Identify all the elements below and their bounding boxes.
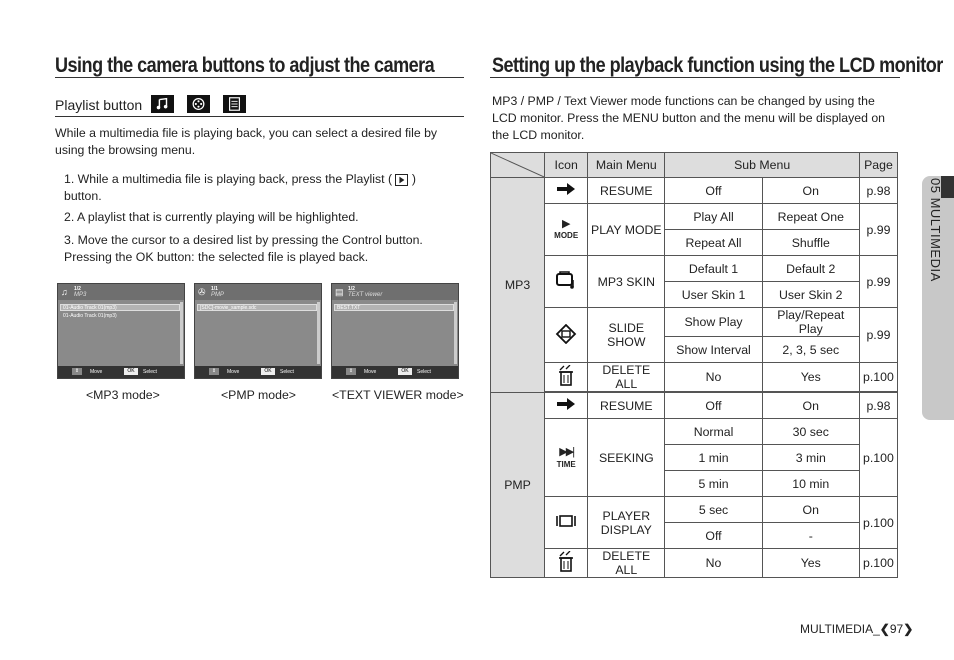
move-label: Move [364, 369, 377, 375]
screen-mode: PMP [211, 292, 225, 298]
sub-option: 10 min [762, 471, 859, 497]
play-mode-icon: ▶ MODE [545, 204, 588, 256]
arrow-right-icon [545, 178, 588, 204]
sub-option: Repeat All [665, 230, 762, 256]
playlist-row-label: 01-Audio Track 01(mp3) [63, 313, 117, 319]
sub-option: No [665, 363, 762, 392]
menu-resume: RESUME [588, 393, 665, 419]
table-row [491, 549, 898, 578]
table-row [491, 308, 898, 337]
header-sub-menu: Sub Menu [665, 153, 859, 178]
right-heading: Setting up the playback function using the LCD monitor [492, 54, 943, 77]
sub-option: User Skin 1 [665, 282, 762, 308]
playlist-row-label: BEST.TXT [337, 305, 361, 311]
page-ref: p.100 [859, 497, 897, 549]
screen-count: 1/1 [211, 286, 218, 292]
pmp-caption: <PMP mode> [221, 388, 296, 402]
sub-option: 2, 3, 5 sec [762, 337, 859, 363]
playlist-subheading: Playlist button [55, 97, 143, 113]
header-page: Page [859, 153, 897, 178]
scrollbar[interactable] [454, 302, 457, 364]
page-ref: p.98 [859, 393, 897, 419]
page-ref: p.98 [859, 178, 897, 204]
page-number: 97 [889, 622, 904, 636]
page-ref: p.100 [859, 363, 897, 392]
header-icon: Icon [545, 153, 588, 178]
sub-option: Off [665, 393, 762, 419]
playlist-row[interactable] [60, 312, 180, 319]
text-doc-icon: ▤ [335, 287, 344, 297]
sub-option: 30 sec [762, 419, 859, 445]
left-intro: While a multimedia file is playing back, you can select a desired file by using the browsing menu. [55, 126, 438, 157]
text-doc-icon [223, 95, 246, 113]
sub-option: Repeat One [762, 204, 859, 230]
group-mp3: MP3 [491, 178, 545, 393]
slideshow-icon [545, 308, 588, 363]
music-note-icon [151, 95, 174, 113]
screen-mode: MP3 [74, 292, 87, 298]
scrollbar[interactable] [180, 302, 183, 364]
ok-button[interactable]: OK [124, 368, 138, 375]
left-heading-rule [55, 77, 464, 78]
ok-button[interactable]: OK [261, 368, 275, 375]
screen-count: 1/2 [74, 286, 81, 292]
sub-option: Yes [762, 363, 859, 392]
table-row [491, 178, 898, 204]
skin-icon [545, 256, 588, 308]
group-pmp: PMP [491, 393, 545, 578]
sub-option: Yes [762, 549, 859, 578]
playlist-row-label: [SDC]-movie_sample.sdc [200, 305, 257, 311]
chapter-label: 05 MULTIMEDIA [928, 178, 943, 282]
play-mode-icon-label: MODE [554, 231, 579, 240]
seeking-icon-label: TIME [556, 459, 576, 469]
page-number-close-brace: ❯ [903, 622, 914, 636]
screen-bottombar [58, 366, 184, 378]
sub-option: Default 1 [665, 256, 762, 282]
sub-option: Default 2 [762, 256, 859, 282]
move-label: Move [227, 369, 240, 375]
page-ref: p.100 [859, 549, 897, 578]
playback-menu-table [490, 152, 898, 578]
left-heading: Using the camera buttons to adjust the camera [55, 54, 435, 77]
sub-option: Normal [665, 419, 762, 445]
move-label: Move [90, 369, 103, 375]
updown-icon: ⇕ [72, 368, 82, 375]
menu-slide-show: SLIDE SHOW [588, 308, 665, 363]
table-row [491, 419, 898, 445]
updown-icon: ⇕ [209, 368, 219, 375]
menu-player-display: PLAYER DISPLAY [588, 497, 665, 549]
page-footer [800, 622, 913, 636]
sub-option: On [762, 393, 859, 419]
updown-icon: ⇕ [346, 368, 356, 375]
sub-option: Show Interval [665, 337, 762, 363]
pmp-screen [194, 283, 322, 379]
footer-section: MULTIMEDIA_ [800, 622, 880, 636]
text-viewer-screen [331, 283, 459, 379]
scrollbar[interactable] [317, 302, 320, 364]
mp3-screen [57, 283, 185, 379]
text-viewer-caption: <TEXT VIEWER mode> [332, 388, 464, 402]
step-3: 3. Move the cursor to a desired list by pressing the Control button. Pressing the OK button: the selected file is played back. [64, 233, 423, 264]
playlist-row-label: 01-Audio Track 01(mp3) [63, 305, 117, 311]
select-label: Select [143, 369, 157, 375]
header-main-menu: Main Menu [588, 153, 665, 178]
film-reel-icon [187, 95, 210, 113]
sub-option: Shuffle [762, 230, 859, 256]
menu-seeking: SEEKING [588, 419, 665, 497]
screen-bottombar [195, 366, 321, 378]
ok-button[interactable]: OK [398, 368, 412, 375]
table-row [491, 363, 898, 392]
arrow-right-icon [545, 393, 588, 419]
sub-option: On [762, 497, 859, 523]
page-ref: p.99 [859, 204, 897, 256]
mp3-caption: <MP3 mode> [86, 388, 160, 402]
playlist-row[interactable] [197, 304, 317, 311]
sub-option: 5 min [665, 471, 762, 497]
sub-option: Off [665, 178, 762, 204]
playlist-play-icon [395, 174, 408, 186]
subheading-rule [55, 116, 464, 117]
sub-option: - [762, 523, 859, 549]
page-ref: p.100 [859, 419, 897, 497]
seeking-icon: ▶▶| TIME [545, 419, 588, 497]
sub-option: On [762, 178, 859, 204]
table-row [491, 497, 898, 523]
table-row [491, 256, 898, 282]
right-intro: MP3 / PMP / Text Viewer mode functions can be changed by using the LCD monitor. Press the MENU button and the menu will be displayed on the LCD monitor. [492, 94, 886, 142]
sub-option: Off [665, 523, 762, 549]
playlist-row[interactable] [60, 304, 180, 311]
screen-count: 1/2 [348, 286, 355, 292]
delete-all-icon [545, 363, 588, 392]
page-ref: p.99 [859, 256, 897, 308]
step-1 [64, 171, 454, 205]
right-heading-rule [490, 77, 900, 78]
select-label: Select [417, 369, 431, 375]
menu-delete-all: DELETE ALL [588, 549, 665, 578]
step-1-text-b: ) button. [64, 172, 417, 203]
corner-cell [491, 153, 545, 178]
music-note-icon: ♫ [61, 287, 68, 297]
sub-option: 5 sec [665, 497, 762, 523]
page-ref: p.99 [859, 308, 897, 363]
sub-option: 3 min [762, 445, 859, 471]
sub-option: Play All [665, 204, 762, 230]
table-row [491, 204, 898, 230]
table-row [491, 393, 898, 419]
sub-option: Show Play [665, 308, 762, 337]
menu-mp3-skin: MP3 SKIN [588, 256, 665, 308]
menu-delete-all: DELETE ALL [588, 363, 665, 392]
delete-all-icon [545, 549, 588, 578]
step-2: 2. A playlist that is currently playing will be highlighted. [64, 210, 359, 224]
film-reel-icon: ✇ [198, 287, 206, 297]
sub-option: User Skin 2 [762, 282, 859, 308]
page-number-open-brace: ❮ [879, 622, 890, 636]
step-1-text-a: 1. While a multimedia file is playing back, press the Playlist ( [64, 172, 393, 186]
menu-play-mode: PLAY MODE [588, 204, 665, 256]
screen-bottombar [332, 366, 458, 378]
menu-resume: RESUME [588, 178, 665, 204]
screen-mode: TEXT viewer [348, 292, 383, 298]
sub-option: 1 min [665, 445, 762, 471]
select-label: Select [280, 369, 294, 375]
sub-option: No [665, 549, 762, 578]
display-icon [545, 497, 588, 549]
playlist-row[interactable] [334, 304, 454, 311]
sub-option: Play/Repeat Play [762, 308, 859, 337]
